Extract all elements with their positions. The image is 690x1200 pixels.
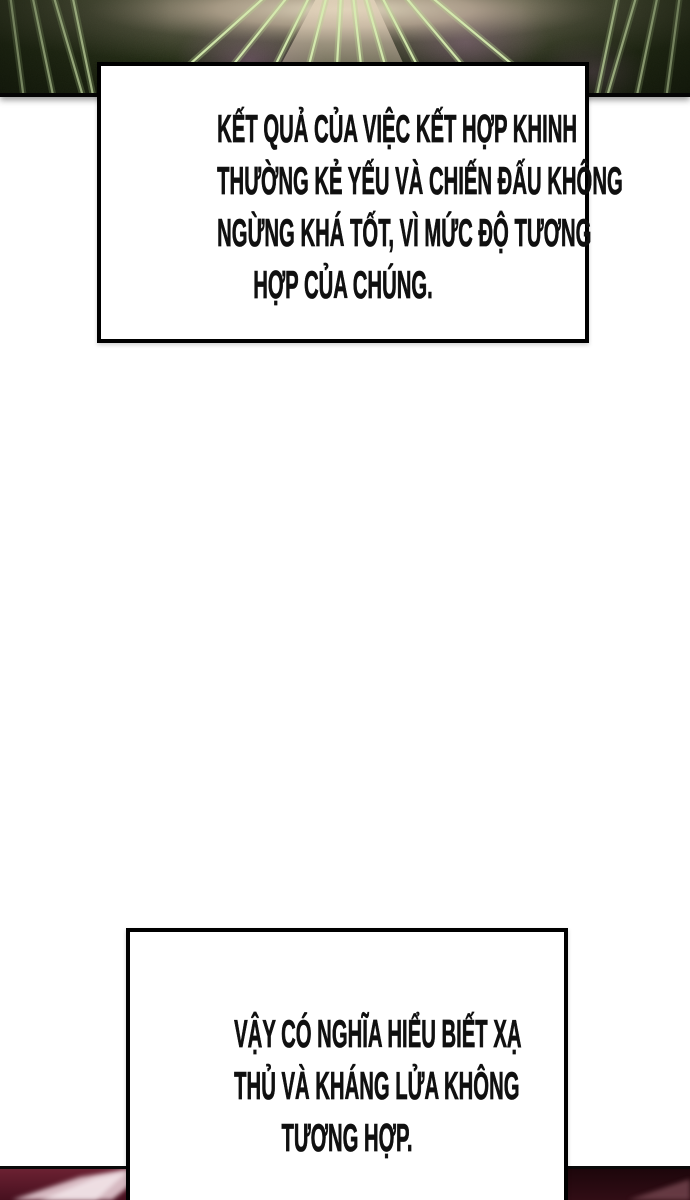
narration-line: THỦ VÀ KHÁNG LỬA KHÔNG bbox=[234, 1065, 520, 1108]
narration-line: KẾT QUẢ CỦA VIỆC KẾT HỢP KHINH bbox=[217, 108, 577, 151]
narration-line: TƯƠNG HỢP. bbox=[281, 1117, 413, 1160]
narration-line: NGỪNG KHÁ TỐT, VÌ MỨC ĐỘ TƯƠNG bbox=[217, 212, 592, 255]
narration-box-bottom bbox=[126, 928, 568, 1200]
narration-line: THƯỜNG KẺ YẾU VÀ CHIẾN ĐẤU KHÔNG bbox=[217, 160, 623, 203]
narration-line: VẬY CÓ NGHĨA HIỂU BIẾT XẠ bbox=[234, 1013, 522, 1056]
narration-box-top bbox=[97, 62, 623, 343]
narration-line: HỢP CỦA CHÚNG. bbox=[253, 264, 433, 307]
